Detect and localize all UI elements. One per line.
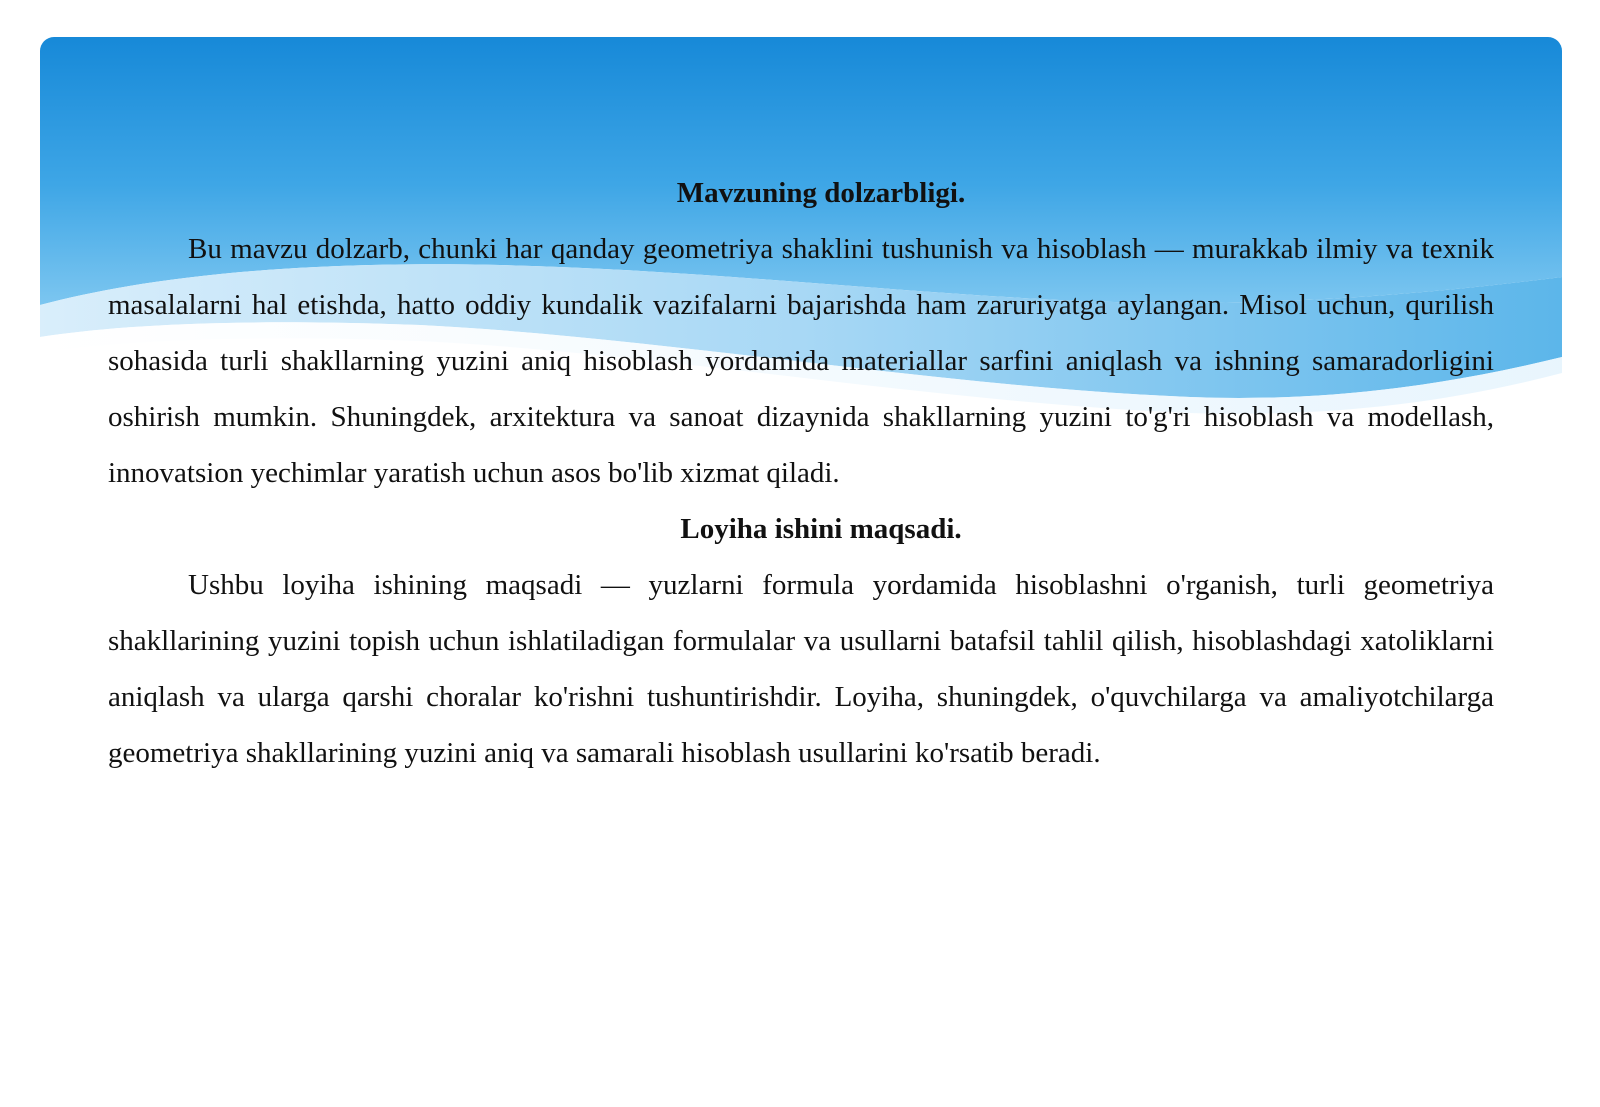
section-paragraph-goal: Ushbu loyiha ishining maqsadi — yuzlarni formula yordamida hisoblashni o'rganish, turli geometriya shakllarining yuzini topish uchun ishlatiladigan formulalar va usullarni batafsil tahlil qilish, hisoblashdagi xatoliklarni aniqlash va ularga qarshi choralar ko'rishni tushuntirishdir. Loyiha, shuningdek, o'quvchilarga va amaliyotchilarga geometriya shakllarining yuzini aniq va samarali hisoblash usullarini ko'rsatib beradi. bbox=[108, 569, 1494, 769]
slide bbox=[40, 37, 1562, 1087]
section-heading-goal: Loyiha ishini maqsadi. bbox=[680, 513, 962, 545]
section-heading-relevance: Mavzuning dolzarbligi. bbox=[676, 177, 966, 209]
section-paragraph-relevance: Bu mavzu dolzarb, chunki har qanday geometriya shaklini tushunish va hisoblash — murakkab ilmiy va texnik masalalarni hal etishda, hatto oddiy kundalik vazifalarni bajarishda ham zaruriyatga aylangan. Misol uchun, qurilish sohasida turli shakllarning yuzini aniq hisoblash yordamida materiallar sarfini aniqlash va ishning samaradorligini oshirish mumkin. Shuningdek, arxitektura va sanoat dizaynida shakllarning yuzini to'g'ri hisoblash va modellash, innovatsion yechimlar yaratish uchun asos bo'lib xizmat qiladi. bbox=[108, 233, 1494, 489]
text-content bbox=[108, 165, 1494, 781]
